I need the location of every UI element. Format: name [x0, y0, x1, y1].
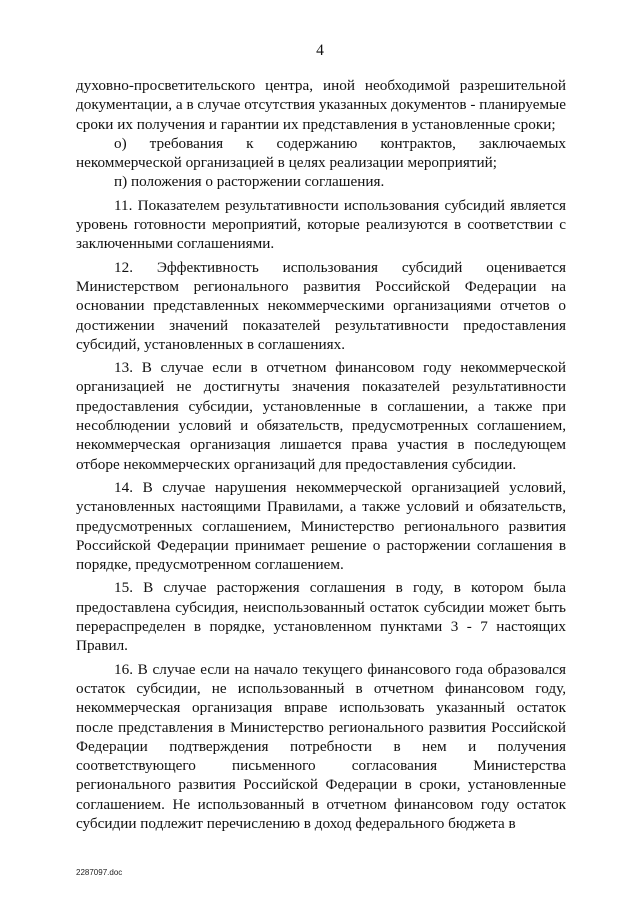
- paragraph-11: 11. Показателем результативности использования субсидий является уровень готовности мероприятий, которые реализуются в соответствии с заключенными соглашениями.: [76, 196, 566, 253]
- paragraph-16: 16. В случае если на начало текущего финансового года образовался остаток субсидии, не использованный в отчетном финансовом году, некоммерческая организация вправе использовать указанный остаток после представления в Министерство регионального развития Российской Федерации подтверждения потребности в нем и получения соответствующего письменного согласования Министерства регионального развития Российской Федерации в сроки, установленные соглашением. Не использованный в отчетном финансовом году остаток субсидии подлежит перечислению в доход федерального бюджета в: [76, 660, 566, 832]
- paragraph-13: 13. В случае если в отчетном финансовом году некоммерческой организацией не достигнуты значения показателей результативности предоставления субсидии, установленные в соглашении, а также при несоблюдении условий и обязательств, предусмотренных соглашением, некоммерческая организация лишается права участия в последующем отборе некоммерческих организаций для предоставления субсидии.: [76, 359, 566, 473]
- file-name-footer: 2287097.doc: [76, 868, 123, 877]
- paragraph-item-o: о) требования к содержанию контрактов, заключаемых некоммерческой организацией в целях реализации мероприятий;: [76, 134, 566, 172]
- paragraph-14: 14. В случае нарушения некоммерческой организацией условий, установленных настоящими Правилами, а также условий и обязательств, предусмотренных соглашением, Министерство регионального развития Российской Федерации принимает решение о расторжении соглашения в порядке, предусмотренном соглашением.: [76, 478, 566, 574]
- paragraph-15: 15. В случае расторжения соглашения в году, в котором была предоставлена субсидия, неиспользованный остаток субсидии может быть перераспределен в порядке, установленном пунктами 3 - 7 настоящих Правил.: [76, 579, 566, 655]
- page-number: 4: [316, 42, 324, 59]
- paragraph-continuation: духовно-просветительского центра, иной необходимой разрешительной документации, а в случае отсутствия указанных документов - планируемые сроки их получения и гарантии их представления в установленные сроки;: [76, 77, 566, 133]
- paragraph-12: 12. Эффективность использования субсидий оценивается Министерством регионального развития Российской Федерации на основании представленных некоммерческими организациями отчетов о достижении значений показателей результативности предоставления субсидий, установленных в соглашениях.: [76, 258, 566, 353]
- document-body: [76, 76, 566, 833]
- paragraph-item-p: п) положения о расторжении соглашения.: [114, 173, 385, 191]
